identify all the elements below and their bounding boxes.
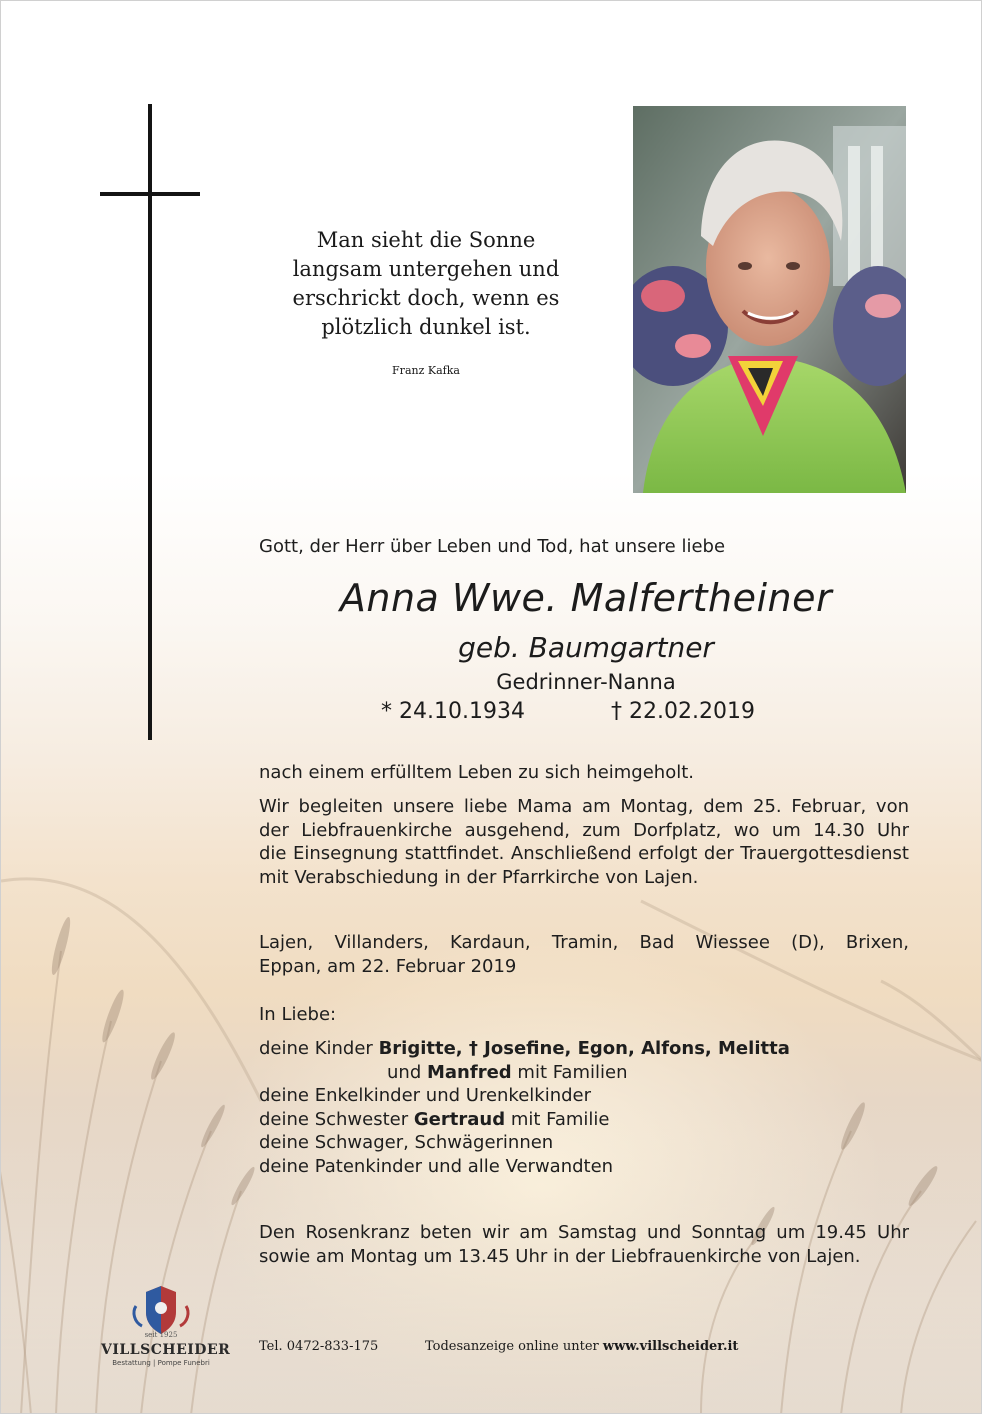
mourner-children-line2 [259,1061,909,1085]
death-date: † 22.02.2019 [611,699,755,724]
mourner-prefix: deine Schwester [259,1108,409,1130]
deceased-name: Anna Wwe. Malfertheiner [339,576,833,620]
place-line: Lajen, Villanders, Kardaun, Tramin, Bad Wiessee (D), Brixen, [259,932,909,953]
quote-author: Franz Kafka [392,364,460,377]
intro-text: Gott, der Herr über Leben und Tod, hat unsere liebe [259,536,726,557]
mourner-prefix: deine Kinder [259,1038,373,1059]
rosary-line: sowie am Montag um 13.45 Uhr in der Liebfrauenkirche von Lajen. [259,1245,861,1267]
nickname: Gedrinner-Nanna [496,670,676,694]
quote-line: langsam untergehen und [292,257,560,281]
funeral-line: mit Verabschiedung in der Pfarrkirche von Lajen. [259,866,699,888]
logo-year: seit 1925 [144,1331,178,1339]
place-date [259,931,909,978]
cross-icon-horizontal [100,192,200,196]
funeral-line: die Einsegnung stattfindet. Anschließend erfolgt der Trauergottesdienst [259,843,909,864]
mourner-name: Manfred [426,1061,512,1083]
funeral-line: Wir begleiten unsere liebe Mama am Montag, dem 25. Februar, von [259,796,909,817]
footer-phone: Tel. 0472-833-175 [259,1339,379,1354]
portrait-photo [633,106,906,493]
mourner-prefix: und [387,1061,422,1083]
mourner-children [259,1037,909,1061]
cross-icon-vertical [148,104,152,740]
logo-name: VILLSCHEIDER [101,1342,231,1358]
funeral-paragraph [259,795,909,889]
mourner-godchildren: deine Patenkinder und alle Verwandten [259,1155,614,1177]
footer-website-link[interactable]: www.villscheider.it [602,1339,739,1354]
place-line: Eppan, am 22. Februar 2019 [259,955,517,977]
rosary-line: Den Rosenkranz beten wir am Samstag und Sonntag um 19.45 Uhr [259,1222,909,1243]
quote-line: plötzlich dunkel ist. [321,315,531,339]
maiden-name: geb. Baumgartner [458,631,714,664]
outro-text: nach einem erfülltem Leben zu sich heimgeholt. [259,762,695,783]
rosary-paragraph [259,1221,909,1268]
mourner-grandchildren: deine Enkelkinder und Urenkelkinder [259,1085,592,1106]
birth-date: * 24.10.1934 [381,699,525,724]
quote-line: erschrickt doch, wenn es [292,286,560,310]
funeral-line: der Liebfrauenkirche ausgehend, zum Dorfplatz, wo um 14.30 Uhr [259,819,909,841]
quote-line: Man sieht die Sonne [316,228,536,252]
mourner-sister [259,1108,909,1132]
quote [241,226,611,342]
mourners-heading: In Liebe: [259,1004,337,1025]
mourner-in-laws: deine Schwager, Schwägerinnen [259,1132,554,1153]
mourner-suffix: mit Familien [517,1061,628,1083]
mourners-list [259,1037,909,1178]
footer-online [425,1339,738,1354]
logo-subtitle: Bestattung | Pompe Funebri [112,1359,210,1367]
footer-online-prefix: Todesanzeige online unter [425,1339,599,1354]
mourner-name: Gertraud [413,1108,506,1130]
mourner-suffix: mit Familie [510,1108,610,1130]
mourner-children-names: Brigitte, † Josefine, Egon, Alfons, Melitta [378,1038,790,1059]
